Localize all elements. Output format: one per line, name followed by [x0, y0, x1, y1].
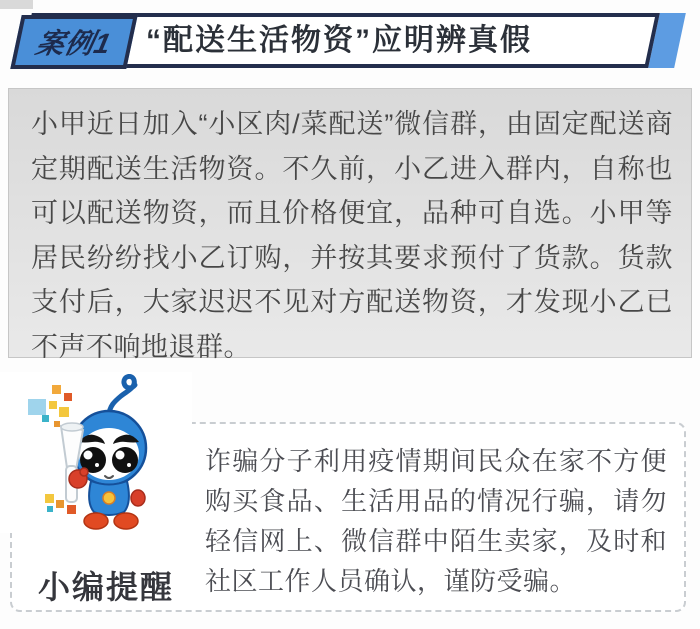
corner-artifact	[0, 0, 33, 9]
chest-badge	[103, 492, 115, 504]
case-description-box	[8, 88, 692, 362]
page-title: “配送生活物资”应明辨真假	[146, 24, 532, 57]
left-shoe	[84, 513, 108, 529]
case-number-label: 案例1	[33, 28, 115, 59]
mascot-block	[0, 372, 192, 533]
reminder-text: 诈骗分子利用疫情期间民众在家不方便购买食品、生活用品的情况行骗，请勿轻信网上、微信群中陌生卖家，及时和社区工作人员确认，谨防受骗。	[205, 446, 667, 596]
reminder-label: 小编提醒	[38, 569, 175, 605]
editor-mascot-icon	[25, 374, 185, 532]
right-eye	[112, 447, 138, 473]
right-shoe	[114, 513, 138, 529]
right-mitten	[131, 490, 145, 506]
case-description-text: 小甲近日加入“小区肉/菜配送”微信群，由固定配送商定期配送生活物资。不久前，小乙进入群内，自称也可以配送物资，而且价格便宜，品种可自选。小甲等居民纷纷找小乙订购，并按其要求预付了货款。货款支付后，大家迟迟不见对方配送物资，才发现小乙已不声不响地退群。	[31, 109, 673, 362]
case-number-badge	[10, 15, 137, 69]
